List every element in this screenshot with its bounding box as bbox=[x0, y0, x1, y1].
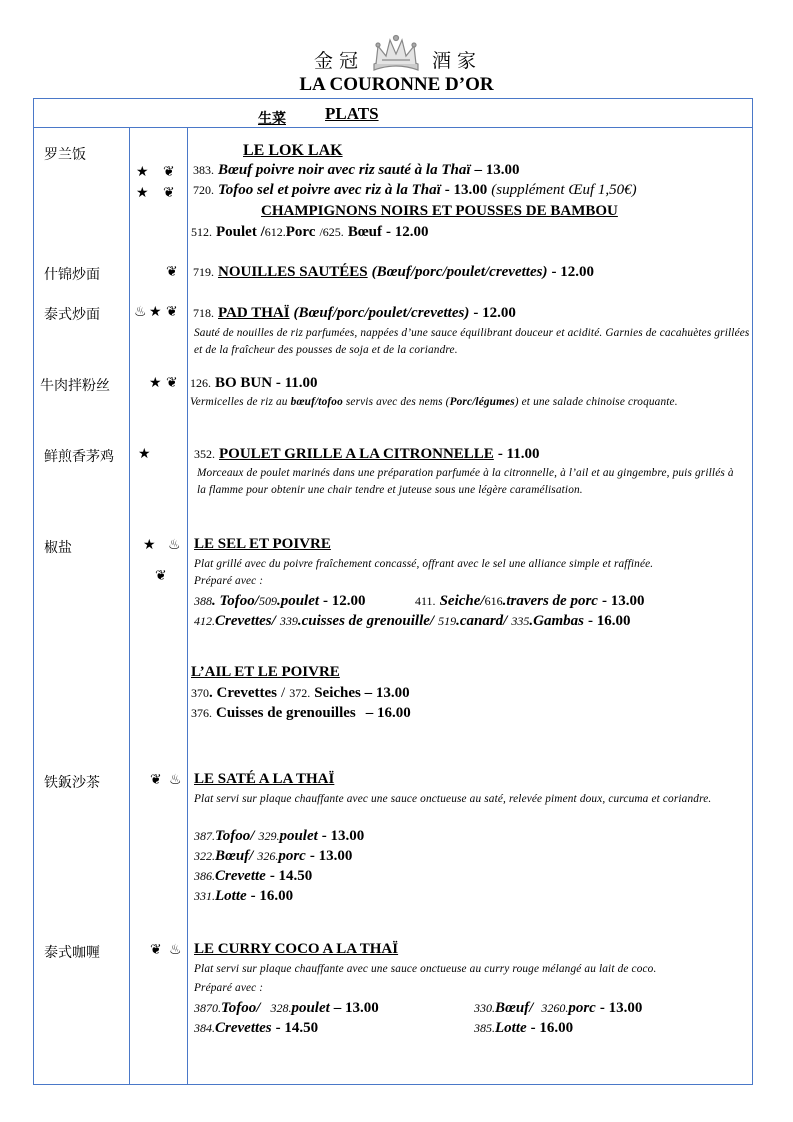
dish-title: LE SEL ET POIVRE bbox=[194, 536, 331, 552]
item-name: Lotte bbox=[215, 888, 247, 904]
item-price: - 12.00 bbox=[551, 264, 594, 280]
item-options: (Bœuf/porc/poulet/crevettes) bbox=[371, 264, 548, 280]
dish-title: PAD THAÏ bbox=[218, 305, 290, 321]
item-name: Tofoo/ bbox=[221, 1000, 261, 1016]
dish-chinese-name: 椒盐 bbox=[44, 540, 72, 556]
item-name: poulet bbox=[279, 828, 318, 844]
item-name: Lotte bbox=[495, 1020, 527, 1036]
star-icon: ★ bbox=[136, 185, 149, 201]
item-number: 3870. bbox=[194, 1001, 221, 1015]
menu-item bbox=[194, 445, 539, 463]
dish-chinese-name: 铁鈑沙茶 bbox=[44, 775, 100, 791]
item-number: 509 bbox=[258, 594, 277, 608]
item-number: 383. bbox=[193, 163, 214, 177]
leaf-icon: ❦ bbox=[163, 185, 175, 201]
dish-description: Préparé avec : bbox=[194, 982, 264, 994]
star-icon: ★ bbox=[138, 446, 151, 462]
item-number: 339 bbox=[279, 614, 298, 628]
item-number: 329. bbox=[258, 829, 280, 843]
item-name: porc bbox=[568, 1000, 596, 1016]
menu-item bbox=[194, 867, 312, 885]
item-price: - 13.00 bbox=[601, 593, 645, 609]
item-name: Seiches – 13.00 bbox=[314, 685, 410, 701]
leaf-icon: ❦ bbox=[166, 375, 178, 391]
item-price: - 14.50 bbox=[275, 1020, 319, 1036]
menu-item bbox=[194, 592, 366, 610]
item-number: 126. bbox=[190, 376, 211, 390]
menu-item bbox=[415, 592, 644, 610]
dish-chinese-name: 鲜煎香茅鸡 bbox=[44, 449, 114, 465]
dish-title: LE SATÉ A LA THAÏ bbox=[194, 771, 335, 787]
item-price: - 16.00 bbox=[587, 613, 631, 629]
dish-chinese-name: 什锦炒面 bbox=[44, 267, 100, 283]
item-price: - 12.00 bbox=[386, 224, 429, 240]
dish-description: Plat grillé avec du poivre fraîchement concassé, offrant avec le sel une alliance simple et raffinée. bbox=[194, 558, 654, 570]
item-note: (supplément Œuf 1,50€) bbox=[491, 182, 637, 198]
menu-item bbox=[194, 887, 293, 905]
item-number: 385. bbox=[474, 1021, 495, 1035]
item-price: - 12.00 bbox=[323, 593, 366, 609]
dish-description: Vermicelles de riz au bœuf/tofoo servis avec des nems (Porc/légumes) et une salade chinoise croquante. bbox=[190, 396, 678, 408]
item-number: 331. bbox=[194, 889, 215, 903]
item-name: Poulet / bbox=[216, 224, 265, 240]
item-number: 322. bbox=[194, 849, 215, 863]
item-price: – 16.00 bbox=[365, 705, 411, 721]
item-number: 372. bbox=[289, 686, 311, 700]
item-number: 519 bbox=[438, 614, 457, 628]
item-name: .cuisses de grenouille/ bbox=[297, 613, 435, 629]
item-number: 719. bbox=[193, 265, 214, 279]
menu-item bbox=[194, 827, 364, 845]
item-number: 386. bbox=[194, 869, 215, 883]
item-price: - 11.00 bbox=[497, 446, 540, 462]
flame-icon: ♨ bbox=[168, 537, 181, 553]
item-price: - 16.00 bbox=[530, 1020, 574, 1036]
item-name: .travers de porc bbox=[502, 593, 598, 609]
dish-title: LE LOK LAK bbox=[243, 142, 343, 159]
item-name: .canard/ bbox=[456, 613, 508, 629]
star-icon: ★ bbox=[149, 375, 162, 391]
crown-logo-icon bbox=[368, 34, 424, 74]
item-number: 352. bbox=[194, 447, 215, 461]
dish-title: POULET GRILLE A LA CITRONNELLE bbox=[219, 446, 494, 462]
column-divider-1 bbox=[129, 127, 130, 1085]
separator: / bbox=[281, 685, 286, 701]
section-title-chinese: 生菜 bbox=[258, 111, 286, 127]
item-number: 720. bbox=[193, 183, 214, 197]
item-options: (Bœuf/porc/poulet/crevettes) bbox=[293, 305, 470, 321]
item-number: /625. bbox=[319, 225, 344, 239]
item-name: Tofoo/ bbox=[215, 828, 255, 844]
leaf-icon: ❦ bbox=[155, 568, 167, 584]
item-number: 335 bbox=[511, 614, 530, 628]
section-title: PLATS bbox=[325, 104, 379, 123]
item-number: 387. bbox=[194, 829, 215, 843]
leaf-icon: ❦ bbox=[163, 164, 175, 180]
item-name: Crevette bbox=[215, 868, 266, 884]
menu-item bbox=[190, 374, 318, 392]
logo-chinese-right: 酒家 bbox=[432, 50, 483, 72]
item-name: Porc bbox=[285, 224, 316, 240]
item-name: poulet bbox=[291, 1000, 330, 1016]
dish-title: NOUILLES SAUTÉES bbox=[218, 264, 368, 280]
dish-subtitle: CHAMPIGNONS NOIRS ET POUSSES DE BAMBOU bbox=[261, 203, 618, 219]
leaf-icon: ❦ bbox=[166, 304, 178, 320]
item-name: Bœuf/ bbox=[215, 848, 254, 864]
item-price: - 16.00 bbox=[250, 888, 294, 904]
item-price: - 13.00 bbox=[444, 182, 488, 198]
menu-item bbox=[193, 263, 594, 281]
item-name: Bœuf poivre noir avec riz sauté à la Thaï bbox=[218, 162, 471, 178]
menu-table-frame bbox=[33, 98, 753, 1085]
menu-item bbox=[193, 304, 516, 322]
item-name: .poulet bbox=[276, 593, 320, 609]
item-name: Cuisses de grenouilles bbox=[216, 705, 356, 721]
star-icon: ★ bbox=[149, 304, 162, 320]
item-number: 616 bbox=[484, 594, 503, 608]
dish-description: Sauté de nouilles de riz parfumées, nappées d’une sauce équilibrant douceur et acidité. Garnies de cacahuètes grillées et de la fraîcheur des pousses de soja et de la coriandre. bbox=[194, 327, 750, 356]
dish-chinese-name: 泰式咖喱 bbox=[44, 945, 100, 961]
item-name: Seiche/ bbox=[439, 593, 485, 609]
dish-chinese-name: 罗兰饭 bbox=[44, 147, 86, 163]
dish-description: Préparé avec : bbox=[194, 575, 264, 587]
item-number: 384. bbox=[194, 1021, 215, 1035]
flame-icon: ♨ bbox=[169, 772, 182, 788]
menu-item bbox=[474, 999, 642, 1017]
menu-item bbox=[191, 223, 429, 241]
menu-item bbox=[194, 999, 379, 1017]
item-number: 612. bbox=[264, 225, 286, 239]
dish-title: LE CURRY COCO A LA THAÏ bbox=[194, 941, 399, 957]
item-number: 370 bbox=[191, 686, 209, 700]
item-name: .Gambas bbox=[529, 613, 584, 629]
item-number: 326. bbox=[257, 849, 279, 863]
leaf-icon: ❦ bbox=[150, 772, 162, 788]
menu-item bbox=[194, 612, 630, 630]
menu-item bbox=[194, 1019, 318, 1037]
leaf-icon: ❦ bbox=[150, 942, 162, 958]
item-name: Bœuf bbox=[347, 224, 382, 240]
header-row-divider bbox=[33, 127, 753, 128]
item-number: 412. bbox=[194, 614, 215, 628]
item-number: 3260. bbox=[541, 1001, 569, 1015]
item-name: Bœuf/ bbox=[495, 1000, 534, 1016]
flame-icon: ♨ bbox=[134, 304, 147, 320]
item-number: 376. bbox=[191, 706, 212, 720]
item-number: 411. bbox=[415, 594, 436, 608]
menu-item bbox=[193, 161, 520, 179]
item-number: 718. bbox=[193, 306, 214, 320]
item-number: 388 bbox=[194, 594, 212, 608]
dish-title: BO BUN - 11.00 bbox=[215, 375, 318, 391]
menu-item bbox=[193, 181, 637, 199]
item-name: Crevettes/ bbox=[215, 613, 276, 629]
item-name: Tofoo sel et poivre avec riz à la Thaï bbox=[218, 182, 441, 198]
star-icon: ★ bbox=[143, 537, 156, 553]
dish-description: Plat servi sur plaque chauffante avec une sauce onctueuse au saté, relevée piment doux, curcuma et coriandre. bbox=[194, 793, 712, 805]
item-name: . Crevettes bbox=[209, 685, 278, 701]
flame-icon: ♨ bbox=[169, 942, 182, 958]
dish-chinese-name: 牛肉拌粉丝 bbox=[40, 378, 110, 394]
menu-item bbox=[191, 684, 410, 702]
star-icon: ★ bbox=[136, 164, 149, 180]
item-name: Crevettes bbox=[215, 1020, 272, 1036]
menu-item bbox=[194, 847, 352, 865]
item-number: 330. bbox=[474, 1001, 495, 1015]
item-price: - 13.00 bbox=[599, 1000, 643, 1016]
item-number: 512. bbox=[191, 225, 212, 239]
column-divider-2 bbox=[187, 127, 188, 1085]
dish-description: Plat servi sur plaque chauffante avec une sauce onctueuse au curry rouge mélangé au lait de coco. bbox=[194, 963, 657, 975]
item-name: porc bbox=[278, 848, 306, 864]
item-number: 328. bbox=[270, 1001, 292, 1015]
item-price: - 13.00 bbox=[321, 828, 365, 844]
item-price: – 13.00 bbox=[333, 1000, 379, 1016]
dish-chinese-name: 泰式炒面 bbox=[44, 307, 100, 323]
leaf-icon: ❦ bbox=[166, 264, 178, 280]
item-price: - 14.50 bbox=[269, 868, 313, 884]
item-price: - 12.00 bbox=[473, 305, 516, 321]
restaurant-name: LA COURONNE D’OR bbox=[299, 74, 494, 95]
dish-description: Morceaux de poulet marinés dans une préparation parfumée à la citronnelle, à l’ail et au gingembre, puis grillés à la flamme pour obtenir une chair tendre et juteuse sous une légère caramélisation. bbox=[197, 467, 734, 496]
menu-item bbox=[474, 1019, 573, 1037]
dish-title: L’AIL ET LE POIVRE bbox=[191, 664, 340, 680]
item-price: – 13.00 bbox=[474, 162, 520, 178]
item-price: - 13.00 bbox=[309, 848, 353, 864]
menu-item bbox=[191, 704, 411, 722]
item-name: . Tofoo/ bbox=[212, 593, 259, 609]
logo-chinese-left: 金冠 bbox=[314, 50, 365, 72]
